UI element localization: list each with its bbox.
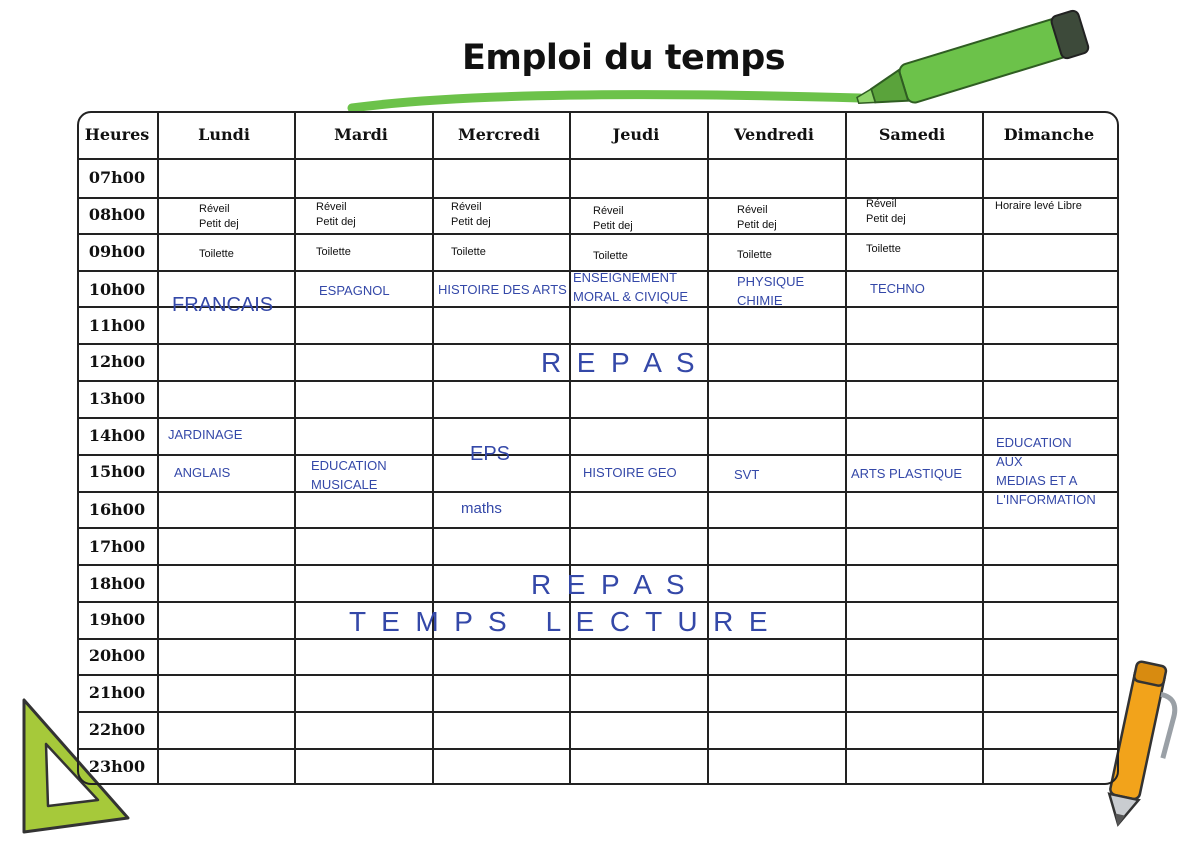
routine-petit-dej: Petit dej <box>737 219 777 231</box>
banner-repas-soir: R E P A S <box>531 569 685 600</box>
subject-histoire-geo: HISTOIRE GEO <box>583 465 677 480</box>
subject-techno: TECHNO <box>870 281 925 296</box>
page-title: Emploi du temps <box>462 38 786 78</box>
banner-repas-midi: R E P A S <box>541 347 695 378</box>
subject-emi-line1: EDUCATION <box>996 435 1072 450</box>
hour-label: 13h00 <box>88 389 146 408</box>
subject-emi-line2: AUX <box>996 454 1023 469</box>
routine-toilette: Toilette <box>316 246 351 258</box>
routine-toilette: Toilette <box>451 246 486 258</box>
routine-reveil: Réveil <box>199 203 230 215</box>
subject-musicale: MUSICALE <box>311 477 378 492</box>
hour-label: 18h00 <box>88 574 146 593</box>
hour-label: 16h00 <box>88 500 146 519</box>
routine-reveil: Réveil <box>316 201 347 213</box>
hour-label: 22h00 <box>88 720 146 739</box>
day-header-mardi: Mardi <box>334 125 388 144</box>
subject-jardinage: JARDINAGE <box>168 427 243 442</box>
hour-label: 15h00 <box>88 462 146 481</box>
routine-petit-dej: Petit dej <box>199 218 239 230</box>
routine-reveil: Réveil <box>866 198 897 210</box>
hour-label: 17h00 <box>88 537 146 556</box>
hour-label: 14h00 <box>88 426 146 445</box>
routine-horaire-libre: Horaire levé Libre <box>995 200 1082 212</box>
subject-eps: EPS <box>470 443 511 465</box>
subject-svt: SVT <box>734 467 760 482</box>
routine-toilette: Toilette <box>737 249 772 261</box>
hour-label: 21h00 <box>88 683 146 702</box>
hour-label: 20h00 <box>88 646 146 665</box>
hour-label: 07h00 <box>88 168 146 187</box>
hour-label: 10h00 <box>88 280 146 299</box>
routine-reveil: Réveil <box>451 201 482 213</box>
day-header-vendredi: Vendredi <box>734 125 814 144</box>
routine-toilette: Toilette <box>199 248 234 260</box>
subject-maths: maths <box>461 500 502 517</box>
routine-toilette: Toilette <box>593 250 628 262</box>
day-header-mercredi: Mercredi <box>458 125 540 144</box>
subject-chimie: CHIMIE <box>737 293 783 308</box>
banner-temps-lecture: T E M P S L E C T U R E <box>349 606 768 637</box>
routine-reveil: Réveil <box>737 204 768 216</box>
day-header-dimanche: Dimanche <box>1003 125 1095 144</box>
subject-emi-line4: L'INFORMATION <box>996 492 1096 507</box>
hour-label: 11h00 <box>88 316 146 335</box>
routine-petit-dej: Petit dej <box>866 213 906 225</box>
hour-label: 23h00 <box>88 757 146 776</box>
subject-education: EDUCATION <box>311 458 387 473</box>
day-header-samedi: Samedi <box>878 125 946 144</box>
header-hours: Heures <box>84 125 150 144</box>
routine-petit-dej: Petit dej <box>593 220 633 232</box>
subject-arts-plastique: ARTS PLASTIQUE <box>851 466 963 481</box>
subject-physique: PHYSIQUE <box>737 274 805 289</box>
subject-francais: FRANCAIS <box>172 294 274 316</box>
routine-toilette: Toilette <box>866 243 901 255</box>
subject-moral-civique: MORAL & CIVIQUE <box>573 289 689 304</box>
subject-anglais: ANGLAIS <box>174 465 231 480</box>
subject-espagnol: ESPAGNOL <box>319 283 390 298</box>
day-header-lundi: Lundi <box>198 125 250 144</box>
routine-petit-dej: Petit dej <box>451 216 491 228</box>
day-header-jeudi: Jeudi <box>612 125 660 144</box>
subject-histoire-des-arts: HISTOIRE DES ARTS <box>438 282 567 297</box>
subject-enseignement: ENSEIGNEMENT <box>573 270 678 285</box>
routine-reveil: Réveil <box>593 205 624 217</box>
hour-label: 19h00 <box>88 610 146 629</box>
routine-petit-dej: Petit dej <box>316 216 356 228</box>
hour-label: 09h00 <box>88 242 146 261</box>
subject-emi-line3: MEDIAS ET A <box>996 473 1078 488</box>
hour-label: 08h00 <box>88 205 146 224</box>
hour-label: 12h00 <box>88 352 146 371</box>
